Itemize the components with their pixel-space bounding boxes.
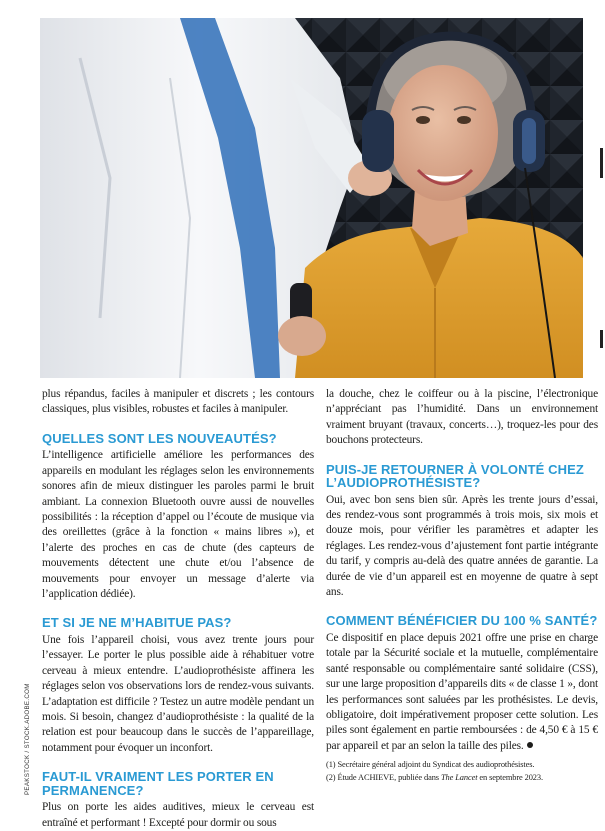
- left-column: [42, 387, 314, 831]
- photo-illustration: [40, 18, 583, 378]
- body-100-sante-text: Ce dispositif en place depuis 2021 offre une prise en charge totale par la Sécurité sociale et la mutuelle, complémentaire santé responsable ou complémentaire santé solidaire (CSS), sur une large proposition d’appareils dits « de classe 1 », dont les performances sont saluées par les prothésistes. Le devis, obligatoire, doit impérativement proposer cette solution. Les piles sont également en partie remboursées : de 4,50 € à 15 € par appareil et par an selon la taille des piles.: [326, 631, 598, 752]
- footnotes: [326, 758, 598, 784]
- body-audioprothesiste: Oui, avec bon sens bien sûr. Après les trente jours d’essai, des rendez-vous sont programmés à trois mois, six mois et douze mois, pour vérifier les paramètres et adapter les réglages. Les rendez-vous d’ajustement font partie intégrante du tarif, y compris au-delà des quatre années de garantie. La durée de vie d’un appareil est en moyenne de quatre à sept ans.: [326, 493, 598, 599]
- article-photo: [40, 18, 583, 378]
- body-100-sante: [326, 631, 598, 754]
- body-permanence: Plus on porte les aides auditives, mieux le cerveau est entraîné et performant ! Excepté pour dormir ou sous: [42, 801, 314, 829]
- footnote-2: [326, 771, 598, 784]
- end-of-article-bullet-icon: [527, 742, 533, 748]
- heading-100-sante: COMMENT BÉNÉFICIER DU 100 % SANTÉ?: [326, 613, 598, 629]
- right-intro-text: la douche, chez le coiffeur ou à la piscine, l’électronique n’appréciant pas l’humidité. Dans un environnement vraiment bruyant (travaux, concerts…), troquez-les pour des bouchons protecteurs.: [326, 388, 598, 447]
- heading-nouveautes: QUELLES SONT LES NOUVEAUTÉS?: [42, 430, 277, 446]
- footnote-2-date: en septembre 2023.: [477, 773, 543, 783]
- heading-permanence: FAUT-IL VRAIMENT LES PORTER EN PERMANENCE?: [42, 769, 274, 798]
- footnote-2-journal: The Lancet: [440, 773, 478, 783]
- heading-audioprothesiste: PUIS-JE RETOURNER À VOLONTÉ CHEZ L’AUDIOPROTHÉSISTE?: [326, 461, 584, 491]
- page-edge-mark: [600, 148, 603, 178]
- page-edge-mark: [600, 330, 603, 348]
- left-intro-text: plus répandus, faciles à manipuler et discrets ; les contours classiques, plus visibles, robustes et faciles à manipuler.: [42, 388, 314, 416]
- right-column: [326, 387, 598, 784]
- body-nouveautes: L’intelligence artificielle améliore les performances des appareils en modulant les réglages selon les environnements sonores afin de mieux distinguer les paroles parmi le bruit ambiant. La connexion Bluetooth ouvre aussi de nouvelles possibilités : la réception d’appel ou l’écoute de musique via des oreillettes (grâce à la fonction « mains libres »), et l’alerte des proches en cas de chute (des capteurs de mouvements détectent une chute et/ou l’absence de mouvements pour envoyer un message d’alerte via l’application dédiée).: [42, 449, 314, 600]
- body-habitue: Une fois l’appareil choisi, vous avez trente jours pour l’essayer. Le porter le plus possible aide à réhabituer votre cerveau à mieux entendre. L’audioprothésiste affinera les réglages selon vos observations lors de rendez-vous suivants. L’adaptation est difficile ? Testez un autre modèle pendant un mois. Si besoin, changez d’audioprothésiste : la qualité de la relation est pour beaucoup dans le succès de l’appareillage, notamment pour évoquer un inconfort.: [42, 633, 314, 754]
- footnote-2-text: (2) Étude ACHIEVE, publiée dans: [326, 773, 441, 783]
- heading-habitue: ET SI JE NE M’HABITUE PAS?: [42, 615, 232, 631]
- photo-credit: PEAKSTOCK / STOCK.ADOBE.COM: [24, 683, 31, 795]
- footnote-1: (1) Secrétaire général adjoint du Syndicat des audioprothésistes.: [326, 760, 535, 770]
